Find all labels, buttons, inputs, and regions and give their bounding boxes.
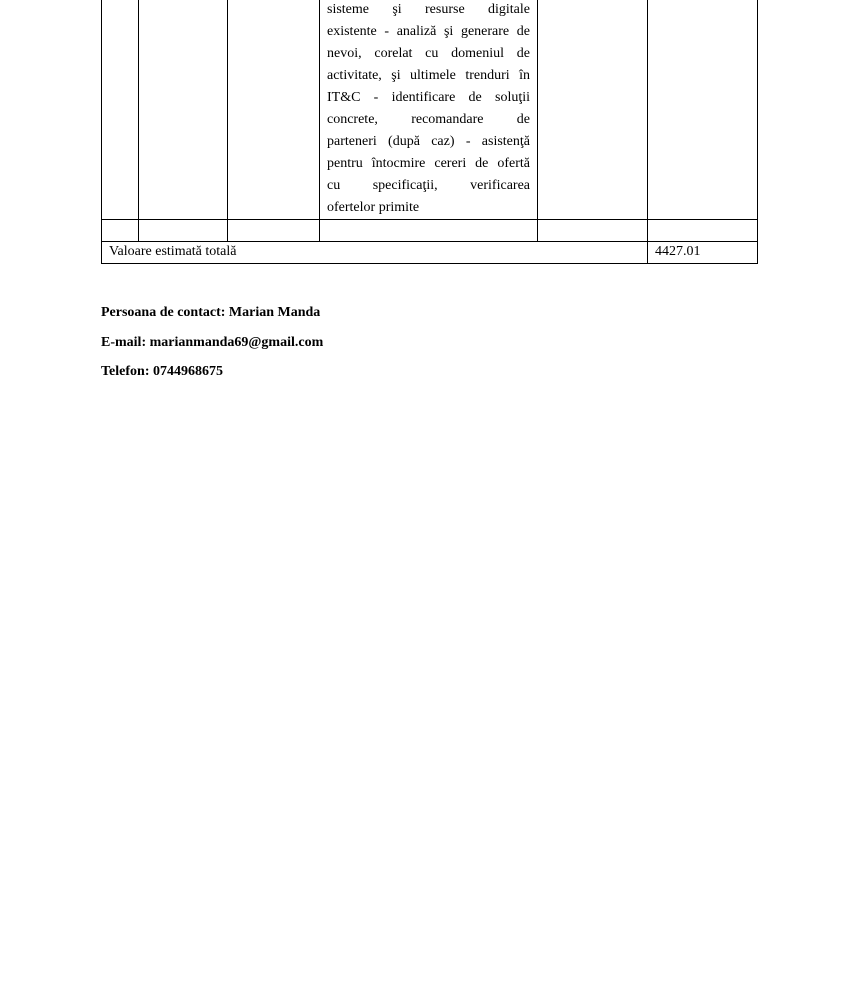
table-row xyxy=(102,0,758,220)
table-cell xyxy=(648,0,758,220)
table-cell xyxy=(538,0,648,220)
description-line: parteneri (după caz) - asistenţă xyxy=(327,134,530,149)
contact-person-label: Persoana de contact: xyxy=(101,305,226,320)
table-cell xyxy=(102,0,139,220)
description-line: sisteme şi resurse digitale xyxy=(327,2,530,17)
description-line: concrete, recomandare de xyxy=(327,112,530,127)
description-line: activitate, şi ultimele trenduri în xyxy=(327,68,530,83)
contact-email-label: E-mail: xyxy=(101,335,147,350)
contact-phone-label: Telefon xyxy=(101,364,145,379)
table-cell xyxy=(648,220,758,242)
description-line: cu specificaţii, verificarea xyxy=(327,178,530,193)
description-line: existente - analiză şi generare de xyxy=(327,24,530,39)
description-line: nevoi, corelat cu domeniul de xyxy=(327,46,530,61)
total-label: Valoare estimată totală xyxy=(102,242,648,264)
contact-person-name: Marian Manda xyxy=(228,305,321,320)
contact-email-value: marianmanda69@gmail.com xyxy=(149,335,324,350)
table-cell xyxy=(320,220,538,242)
table-cell xyxy=(139,0,228,220)
table-cell xyxy=(228,0,320,220)
description-line: IT&C - identificare de soluţii xyxy=(327,90,530,105)
description-cell xyxy=(320,0,538,220)
contact-phone-value: 0744968675 xyxy=(153,364,223,379)
table-row xyxy=(102,220,758,242)
contact-email xyxy=(101,334,323,352)
table-cell xyxy=(102,220,139,242)
description-line: pentru întocmire cereri de ofertă xyxy=(327,156,530,171)
contact-person xyxy=(101,304,320,322)
total-value: 4427.01 xyxy=(648,242,758,264)
description-line: ofertelor primite xyxy=(327,200,420,215)
estimate-table xyxy=(101,0,758,264)
table-cell xyxy=(228,220,320,242)
contact-phone-separator: : xyxy=(144,364,150,379)
table-cell xyxy=(139,220,228,242)
total-row xyxy=(102,242,758,264)
contact-phone xyxy=(101,363,223,381)
table-cell xyxy=(538,220,648,242)
